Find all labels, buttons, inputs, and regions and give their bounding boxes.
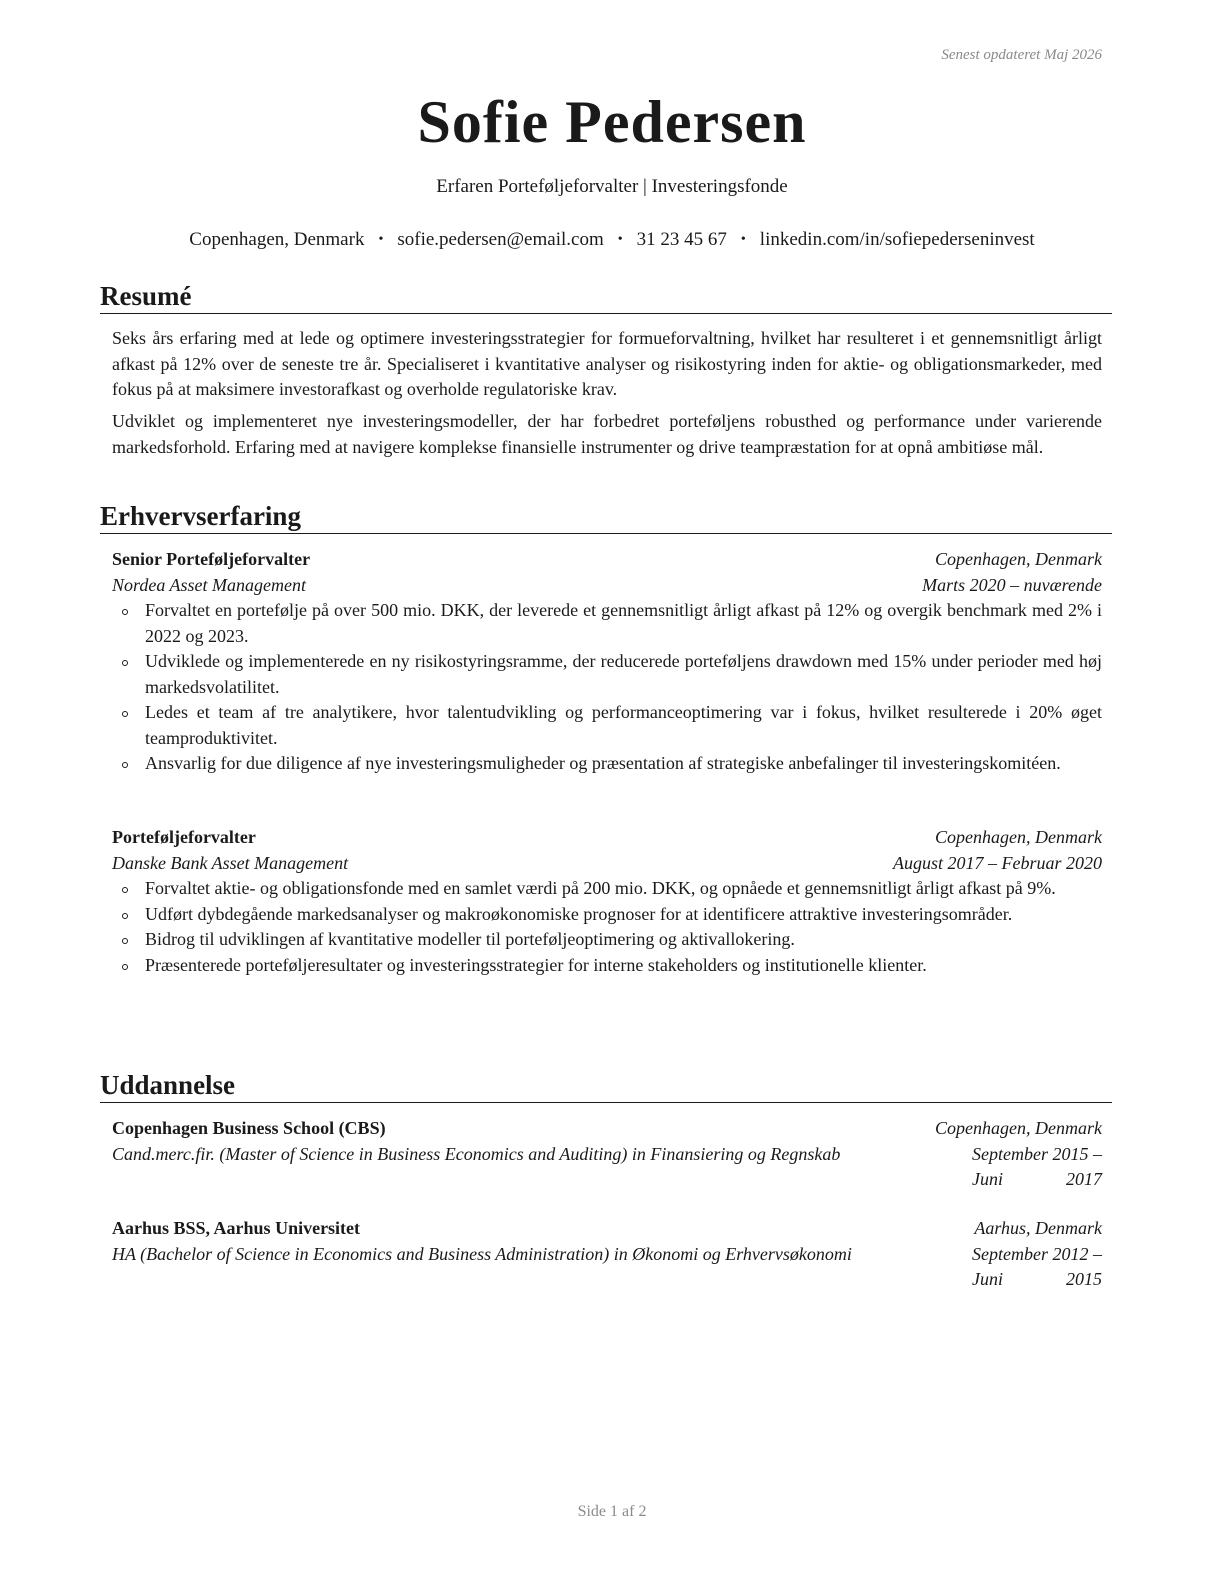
section-title-experience: Erhvervserfaring [100, 500, 1112, 534]
candidate-subtitle: Erfaren Porteføljeforvalter | Investeringsfonde [436, 176, 788, 197]
job-bullets [112, 876, 1102, 978]
job-subheader-row [112, 851, 1102, 877]
job-subheader-row [112, 573, 1102, 599]
job-bullet: Forvaltet en portefølje på over 500 mio. DKK, der leverede et gennemsnitligt årligt afkast på 12% og overgik benchmark med 2% i 2022 og 2023. [112, 598, 1102, 649]
education-entry [112, 1216, 1102, 1293]
job-header-row [112, 825, 1102, 851]
education-dates: September 2015 – Juni 2017 [972, 1143, 1102, 1189]
education-entry [112, 1116, 1102, 1193]
job-dates: August 2017 – Februar 2020 [893, 852, 1102, 873]
section-title-summary: Resumé [100, 280, 1112, 314]
last-updated-note: Senest opdateret Maj 2026 [941, 47, 1102, 63]
contact-location: Copenhagen, Denmark [189, 229, 365, 250]
contact-email[interactable]: sofie.pedersen@email.com [397, 229, 604, 250]
education-dates: September 2012 – Juni 2015 [972, 1243, 1102, 1289]
school-name: Aarhus BSS, Aarhus Universitet [112, 1218, 361, 1238]
job-bullet: Ansvarlig for due diligence af nye investeringsmuligheder og præsentation af strategiske anbefalinger til investeringskomitéen. [112, 751, 1102, 777]
candidate-name: Sofie Pedersen [417, 89, 807, 155]
school-location: Copenhagen, Denmark [935, 1118, 1102, 1138]
page-number: Side 1 af 2 [577, 1503, 647, 1520]
separator-dot: • [740, 232, 746, 247]
section-title-education: Uddannelse [100, 1069, 1112, 1103]
degree-name: Cand.merc.fir. (Master of Science in Business Economics and Auditing) in Finansiering og Regnskab [112, 1143, 841, 1164]
job-location: Copenhagen, Denmark [935, 827, 1102, 847]
education-subheader-row [112, 1142, 1102, 1193]
job-dates: Marts 2020 – nuværende [922, 574, 1102, 595]
job-entry [112, 547, 1102, 777]
contact-phone: 31 23 45 67 [636, 229, 727, 250]
job-entry [112, 825, 1102, 978]
job-company: Nordea Asset Management [112, 574, 306, 595]
separator-dot: • [378, 232, 384, 247]
degree-name: HA (Bachelor of Science in Economics and Business Administration) in Økonomi og Erhvervsøkonomi [112, 1243, 852, 1264]
job-location: Copenhagen, Denmark [935, 549, 1102, 569]
job-bullet: Forvaltet aktie- og obligationsfonde med en samlet værdi på 200 mio. DKK, og opnåede et gennemsnitligt årligt afkast på 9%. [112, 876, 1102, 902]
job-company: Danske Bank Asset Management [112, 852, 349, 873]
separator-dot: • [617, 232, 623, 247]
education-header-row [112, 1216, 1102, 1242]
job-bullet: Bidrog til udviklingen af kvantitative modeller til porteføljeoptimering og aktivallokering. [112, 927, 1102, 953]
education-header-row [112, 1116, 1102, 1142]
school-location: Aarhus, Denmark [974, 1218, 1102, 1238]
education-subheader-row [112, 1242, 1102, 1293]
job-bullets [112, 598, 1102, 777]
job-bullet: Udført dybdegående markedsanalyser og makroøkonomiske prognoser for at identificere attraktive investeringsområder. [112, 902, 1102, 928]
job-bullet: Udviklede og implementerede en ny risikostyringsramme, der reducerede porteføljens drawdown med 15% under perioder med høj markedsvolatilitet. [112, 649, 1102, 700]
job-bullet: Præsenterede porteføljeresultater og investeringsstrategier for interne stakeholders og institutionelle klienter. [112, 953, 1102, 979]
summary-paragraph-2: Udviklet og implementeret nye investeringsmodeller, der har forbedret porteføljens robusthed og performance under varierende markedsforhold. Erfaring med at navigere komplekse finansielle instrumenter og drive teampræstation for at opnå ambitiøse mål. [112, 411, 1102, 457]
school-name: Copenhagen Business School (CBS) [112, 1118, 386, 1138]
job-role: Senior Porteføljeforvalter [112, 549, 311, 569]
job-role: Porteføljeforvalter [112, 827, 256, 847]
job-header-row [112, 547, 1102, 573]
summary-paragraph-1: Seks års erfaring med at lede og optimere investeringsstrategier for formueforvaltning, hvilket har resulteret i et gennemsnitligt årligt afkast på 12% over de seneste tre år. Specialiseret i kvantitative analyser og risikostyring inden for aktie- og obligationsmarkeder, med fokus på at maksimere investorafkast og overholde regulatoriske krav. [112, 328, 1102, 399]
contact-linkedin[interactable]: linkedin.com/in/sofiepederseninvest [759, 229, 1035, 250]
contact-line [0, 229, 1224, 251]
job-bullet: Ledes et team af tre analytikere, hvor talentudvikling og performanceoptimering var i fokus, hvilket resulterede i 20% øget teamproduktivitet. [112, 700, 1102, 751]
